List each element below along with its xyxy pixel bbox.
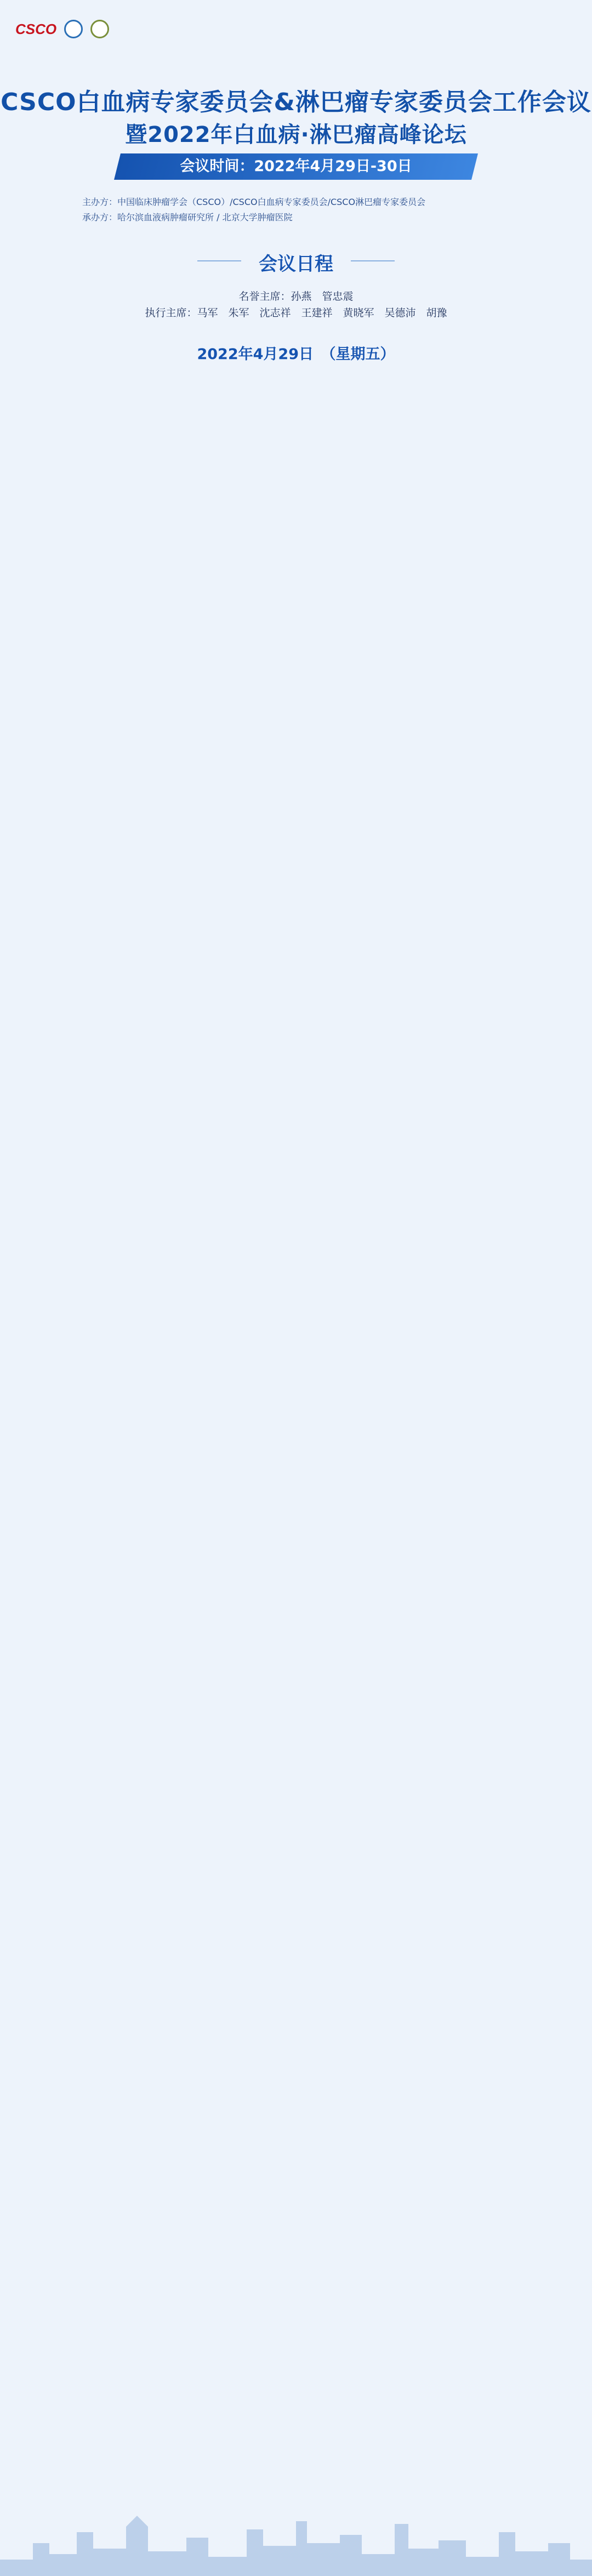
honor-chairs: 名誉主席：孙燕 管忠震 (238, 290, 354, 303)
csco-logo: CSCO (15, 20, 57, 37)
day-heading: 2022年4月29日 （星期五） (197, 346, 395, 363)
exec-chairs: 执行主席：马军 朱军 沈志祥 王建祥 黄晓军 吴德沛 胡豫 (145, 307, 447, 319)
agenda-title: 会议日程 (259, 253, 333, 275)
hospital-emblem-icon (90, 20, 109, 38)
divider (351, 260, 395, 261)
meeting-date: 会议时间：2022年4月29日-30日 (180, 158, 412, 175)
main-title: CSCO白血病专家委员会&淋巴瘤专家委员会工作会议 (1, 88, 591, 116)
city-skyline-image (0, 2510, 592, 2576)
society-emblem-icon (64, 20, 83, 38)
logo-group (15, 20, 109, 38)
sub-title: 暨2022年白血病·淋巴瘤高峰论坛 (125, 122, 467, 147)
organizer-line: 承办方：哈尔滨血液病肿瘤研究所 / 北京大学肿瘤医院 (82, 212, 293, 223)
host-line: 主办方：中国临床肿瘤学会（CSCO）/CSCO白血病专家委员会/CSCO淋巴瘤专家委员会 (82, 197, 426, 207)
